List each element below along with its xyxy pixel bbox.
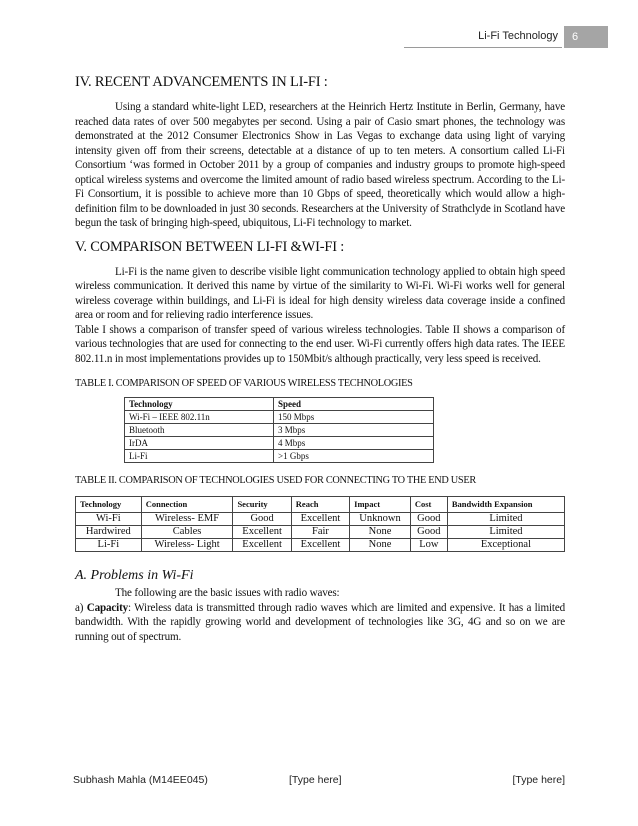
table1-header-cell: Technology	[125, 398, 274, 411]
page-header	[0, 26, 638, 48]
table2-cell: Excellent	[233, 526, 291, 539]
table2-header-cell: Security	[233, 497, 291, 513]
table2-cell: Fair	[291, 526, 349, 539]
table2-header-cell: Connection	[141, 497, 233, 513]
table2-cell: Wireless- EMF	[141, 513, 233, 526]
table2-cell: Exceptional	[447, 539, 564, 552]
table1-cell: Bluetooth	[125, 424, 274, 437]
table2-cell: Excellent	[291, 539, 349, 552]
subsection-a-intro: The following are the basic issues with radio waves:	[115, 587, 340, 599]
table2-cell: Wireless- Light	[141, 539, 233, 552]
subsection-a-heading: A. Problems in Wi-Fi	[75, 568, 194, 583]
table2-cell: Wi-Fi	[76, 513, 142, 526]
table2-header-cell: Impact	[350, 497, 411, 513]
table2	[75, 496, 565, 552]
table2-header-row	[76, 497, 565, 513]
header-title: Li-Fi Technology	[478, 30, 558, 42]
section5-paragraph-2: Table I shows a comparison of transfer speed of various wireless technologies. Table II shows a comparison of various technologies that are used for connecting to the end user. Wi-Fi currently offers high data rates. The IEEE 802.11.n in most implementations provides up to 150Mbit/s although practically, very less speed is received.	[75, 323, 565, 365]
table-row	[125, 411, 434, 424]
table1-cell: IrDA	[125, 437, 274, 450]
subsection-a-item	[75, 601, 565, 645]
table2-cell: Excellent	[233, 539, 291, 552]
table2-cell: Hardwired	[76, 526, 142, 539]
table2-cell: None	[350, 539, 411, 552]
table2-cell: Limited	[447, 513, 564, 526]
table2-cell: Unknown	[350, 513, 411, 526]
page-body	[75, 68, 565, 644]
table1-cell: 3 Mbps	[274, 424, 434, 437]
table2-header-cell: Bandwidth Expansion	[447, 497, 564, 513]
table1-cell: Wi-Fi – IEEE 802.11n	[125, 411, 274, 424]
table2-cell: Good	[410, 526, 447, 539]
table1-cell: Li-Fi	[125, 450, 274, 463]
table2-cell: Low	[410, 539, 447, 552]
table-row	[76, 526, 565, 539]
table2-header-cell: Technology	[76, 497, 142, 513]
table2-header-cell: Cost	[410, 497, 447, 513]
item-text: : Wireless data is transmitted through radio waves which are limited and expensive. It has a limited bandwidth. With the rapidly growing world and development of technologies like 3G, 4G and so on we are running out of spectrum.	[75, 601, 565, 643]
table1	[124, 397, 434, 463]
table-row	[125, 437, 434, 450]
page-number: 6	[564, 26, 608, 48]
table1-header-cell: Speed	[274, 398, 434, 411]
section5-paragraph-1: Li-Fi is the name given to describe visible light communication technology applied to obtain high speed wireless communication. It derived this name by virtue of the similarity to Wi-Fi. Wi-Fi works well for general wireless coverage within buildings, and Li-Fi is ideal for high density wireless data coverage inside a confined area or room and for relieving radio interference issues.	[75, 265, 565, 321]
table2-cell: None	[350, 526, 411, 539]
table2-caption: TABLE II. COMPARISON OF TECHNOLOGIES USED FOR CONNECTING TO THE END USER	[75, 475, 476, 486]
table-row	[76, 539, 565, 552]
footer-center-placeholder: [Type here]	[289, 774, 342, 786]
table1-cell: 150 Mbps	[274, 411, 434, 424]
footer-right-placeholder: [Type here]	[512, 774, 565, 786]
table1-caption: TABLE I. COMPARISON OF SPEED OF VARIOUS WIRELESS TECHNOLOGIES	[75, 378, 413, 389]
table-row	[76, 513, 565, 526]
table1-header-row	[125, 398, 434, 411]
header-rule	[404, 47, 562, 48]
section4-heading: IV. RECENT ADVANCEMENTS IN LI-FI :	[75, 74, 328, 90]
footer-author: Subhash Mahla (M14EE045)	[73, 774, 208, 786]
table-row	[125, 424, 434, 437]
table2-cell: Li-Fi	[76, 539, 142, 552]
table2-cell: Good	[410, 513, 447, 526]
item-prefix: a)	[75, 601, 87, 614]
table1-cell: 4 Mbps	[274, 437, 434, 450]
table-row	[125, 450, 434, 463]
table1-cell: >1 Gbps	[274, 450, 434, 463]
item-term: Capacity	[86, 601, 129, 614]
section5-heading: V. COMPARISON BETWEEN LI-FI &WI-FI :	[75, 238, 345, 255]
section4-paragraph: Using a standard white-light LED, researchers at the Heinrich Hertz Institute in Berlin, Germany, have reached data rates of over 500 megabytes per second. Using a pair of Casio smart phones, the technology was demonstrated at the 2012 Consumer Electronics Show in Las Vegas to exchange data using light of varying intensity given off from their screens, detectable at a distance of up to ten meters. A consortium called Li-Fi Consortium ‘was formed in October 2011 by a group of companies and industry groups to promote high-speed optical wireless systems and overcome the limited amount of radio based wireless spectrum. According to the Li-Fi Consortium, it is possible to achieve more than 10 Gbps of speed, theoretically which would allow a high-definition film to be downloaded in just 30 seconds. Researchers at the University of Strathclyde in Scotland have begun the task of bringing high-speed, ubiquitous, Li-Fi technology to market.	[75, 101, 565, 229]
table2-cell: Limited	[447, 526, 564, 539]
table2-cell: Good	[233, 513, 291, 526]
table2-cell: Excellent	[291, 513, 349, 526]
table2-header-cell: Reach	[291, 497, 349, 513]
table2-cell: Cables	[141, 526, 233, 539]
